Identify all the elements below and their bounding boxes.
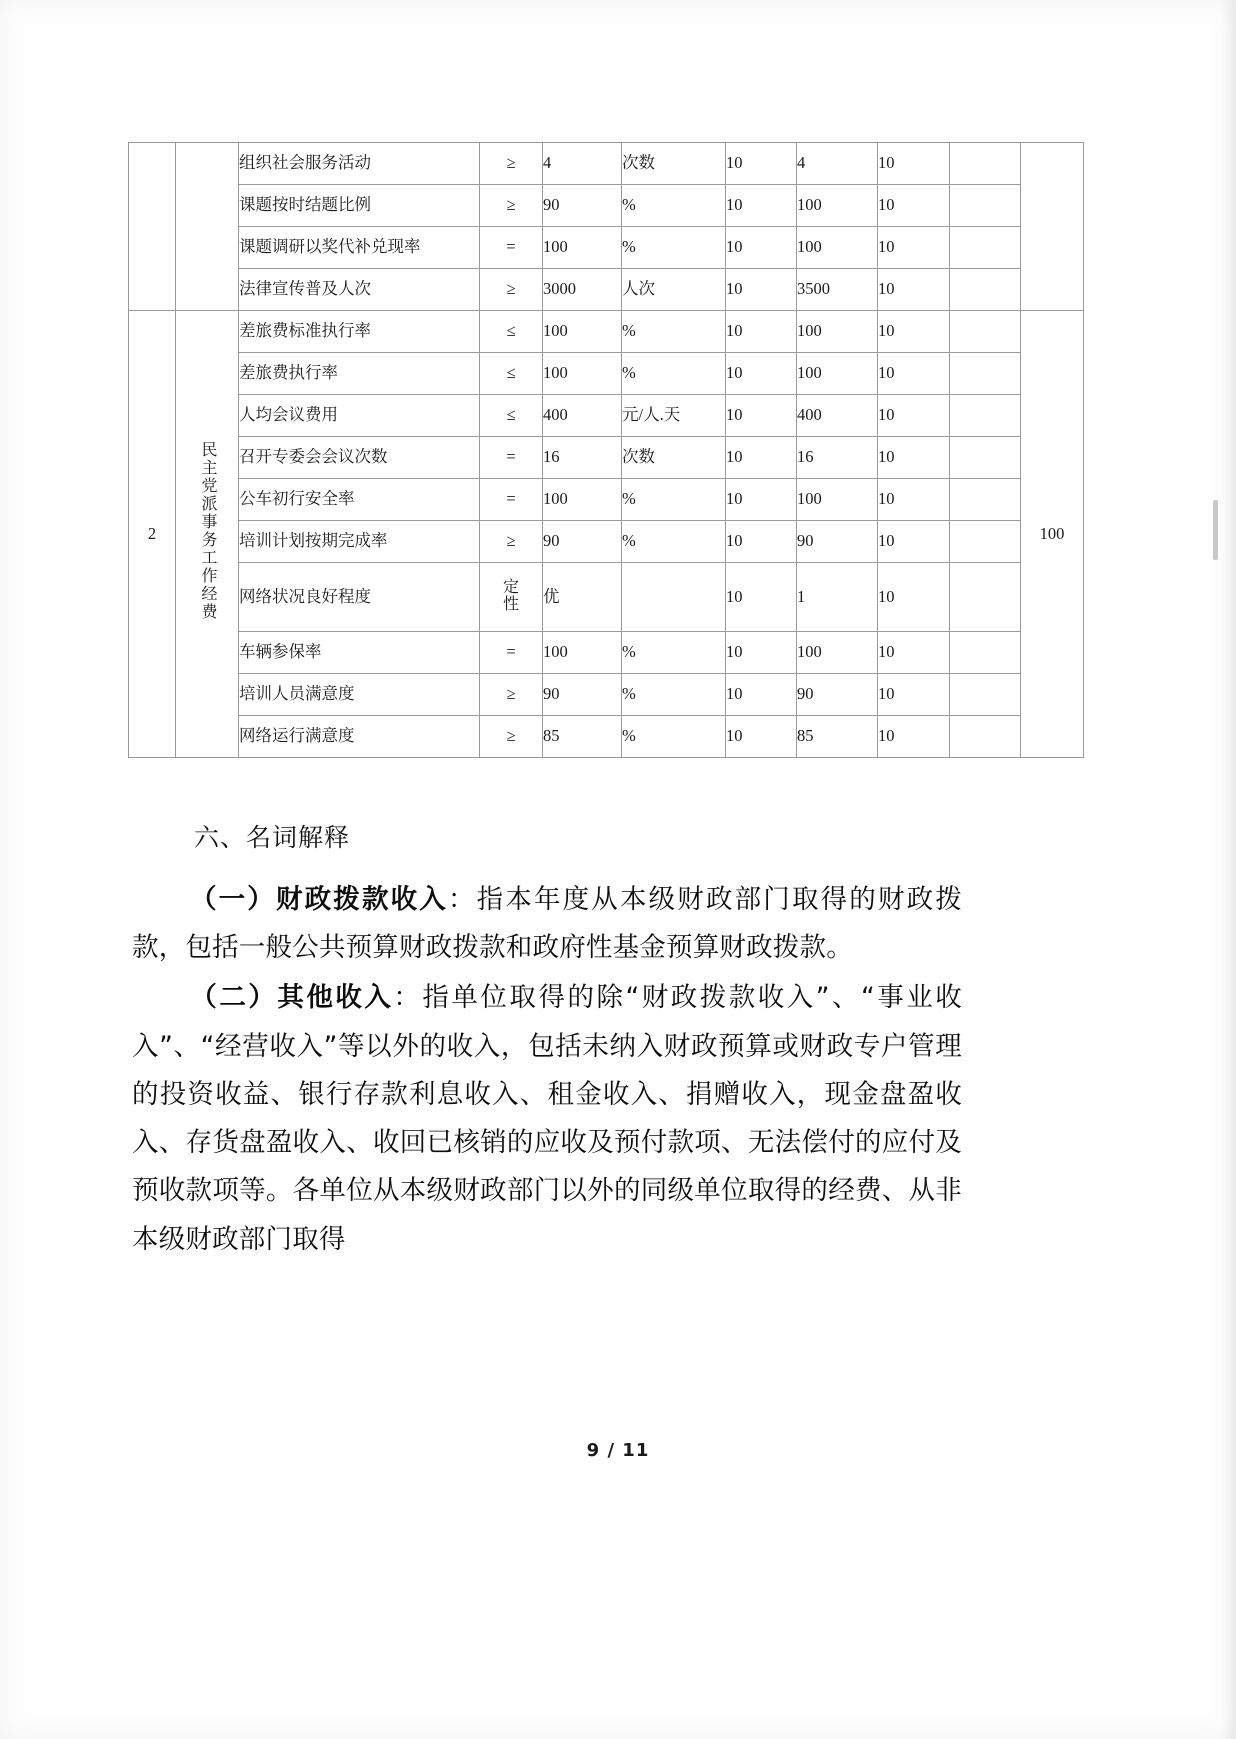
table-row xyxy=(129,395,1084,437)
cell-symbol xyxy=(480,563,543,632)
cell-group-number-bottom: 2 xyxy=(129,311,176,758)
cell-symbol: = xyxy=(480,632,543,674)
page-footer: 9 / 11 xyxy=(586,1440,650,1461)
cell-group-category-bottom xyxy=(176,311,239,758)
cell-symbol: ≤ xyxy=(480,311,543,353)
cell-unit: % xyxy=(622,521,726,563)
cell-got: 10 xyxy=(878,269,950,311)
cell-score: 10 xyxy=(726,143,797,185)
cell-group-category-top xyxy=(176,143,239,311)
cell-actual: 100 xyxy=(797,353,878,395)
term-definition: ：指单位取得的除“财政拨款收入”、“事业收入”、“经营收入”等以外的收入，包括未纳入财政预算或财政专户管理的投资收益、银行存款利息收入、租金收入、捐赠收入，现金盘盈收入、存货盘盈收入、收回已核销的应收及预付款项、无法偿付的应付及预收款项等。各单位从本级财政部门以外的同级单位取得的经费、从非本级财政部门取得 xyxy=(132,982,962,1255)
cell-indicator-name: 网络运行满意度 xyxy=(239,716,480,758)
table-row xyxy=(129,437,1084,479)
cell-indicator-name: 法律宣传普及人次 xyxy=(239,269,480,311)
table-row xyxy=(129,563,1084,632)
cell-indicator-name: 培训人员满意度 xyxy=(239,674,480,716)
term-label: （一）财政拨款收入 xyxy=(188,884,448,915)
cell-blank xyxy=(950,311,1021,353)
cell-actual: 100 xyxy=(797,227,878,269)
group-category-vertical-label: 民主党派事务工作经费 xyxy=(199,441,216,622)
cell-indicator-name: 公车初行安全率 xyxy=(239,479,480,521)
cell-unit: % xyxy=(622,674,726,716)
cell-got: 10 xyxy=(878,521,950,563)
cell-unit: 次数 xyxy=(622,437,726,479)
cell-got: 10 xyxy=(878,716,950,758)
performance-indicator-table-wrapper xyxy=(128,142,1072,758)
cell-unit: % xyxy=(622,632,726,674)
cell-got: 10 xyxy=(878,437,950,479)
cell-got: 10 xyxy=(878,479,950,521)
cell-symbol: = xyxy=(480,437,543,479)
cell-target: 100 xyxy=(543,479,622,521)
cell-target: 4 xyxy=(543,143,622,185)
cell-unit: % xyxy=(622,353,726,395)
cell-score: 10 xyxy=(726,674,797,716)
table-row xyxy=(129,716,1084,758)
cell-score: 10 xyxy=(726,632,797,674)
cell-blank xyxy=(950,479,1021,521)
cell-indicator-name: 培训计划按期完成率 xyxy=(239,521,480,563)
cell-blank xyxy=(950,563,1021,632)
cell-actual: 400 xyxy=(797,395,878,437)
cell-blank xyxy=(950,143,1021,185)
cell-target: 100 xyxy=(543,311,622,353)
table-row xyxy=(129,479,1084,521)
cell-target: 16 xyxy=(543,437,622,479)
cell-got: 10 xyxy=(878,563,950,632)
cell-score: 10 xyxy=(726,563,797,632)
cell-group-total-top xyxy=(1021,143,1084,311)
cell-blank xyxy=(950,437,1021,479)
table-row xyxy=(129,521,1084,563)
table-row xyxy=(129,227,1084,269)
cell-got: 10 xyxy=(878,674,950,716)
table-row xyxy=(129,143,1084,185)
cell-unit: % xyxy=(622,311,726,353)
table-row xyxy=(129,674,1084,716)
cell-indicator-name: 课题调研以奖代补兑现率 xyxy=(239,227,480,269)
cell-got: 10 xyxy=(878,632,950,674)
cell-got: 10 xyxy=(878,395,950,437)
scan-artifact-mark xyxy=(1213,500,1218,560)
cell-symbol: ≥ xyxy=(480,674,543,716)
cell-unit: % xyxy=(622,185,726,227)
paragraph-qita-shouru xyxy=(132,974,962,1263)
cell-symbol: ≤ xyxy=(480,353,543,395)
cell-score: 10 xyxy=(726,521,797,563)
cell-actual: 100 xyxy=(797,311,878,353)
cell-got: 10 xyxy=(878,227,950,269)
cell-actual: 90 xyxy=(797,674,878,716)
cell-actual: 100 xyxy=(797,185,878,227)
term-definition: ：指本年度从本级财政部门取得的财政拨款，包括一般公共预算财政拨款和政府性基金预算财政拨款。 xyxy=(132,884,962,964)
term-label: （二）其他收入 xyxy=(188,982,394,1014)
paragraph-caizheng-bokuan-shouru xyxy=(132,876,962,972)
scan-edge-shading xyxy=(1222,0,1236,1739)
cell-actual: 4 xyxy=(797,143,878,185)
cell-symbol: = xyxy=(480,479,543,521)
cell-got: 10 xyxy=(878,311,950,353)
cell-target: 85 xyxy=(543,716,622,758)
cell-actual: 85 xyxy=(797,716,878,758)
cell-blank xyxy=(950,632,1021,674)
cell-indicator-name: 人均会议费用 xyxy=(239,395,480,437)
cell-blank xyxy=(950,185,1021,227)
cell-blank xyxy=(950,269,1021,311)
cell-got: 10 xyxy=(878,185,950,227)
cell-target: 90 xyxy=(543,185,622,227)
table-row xyxy=(129,311,1084,353)
cell-target: 400 xyxy=(543,395,622,437)
cell-indicator-name: 课题按时结题比例 xyxy=(239,185,480,227)
performance-indicator-table xyxy=(128,142,1084,758)
cell-score: 10 xyxy=(726,395,797,437)
document-body xyxy=(132,818,962,1266)
cell-symbol: ≤ xyxy=(480,395,543,437)
cell-target: 100 xyxy=(543,632,622,674)
cell-unit: % xyxy=(622,227,726,269)
cell-score: 10 xyxy=(726,437,797,479)
cell-blank xyxy=(950,521,1021,563)
cell-target: 90 xyxy=(543,521,622,563)
section-heading: 六、名词解释 xyxy=(194,823,351,852)
cell-blank xyxy=(950,353,1021,395)
cell-unit: % xyxy=(622,479,726,521)
table-row xyxy=(129,185,1084,227)
cell-actual: 100 xyxy=(797,479,878,521)
cell-indicator-name: 差旅费标准执行率 xyxy=(239,311,480,353)
cell-actual: 1 xyxy=(797,563,878,632)
symbol-qualitative-label: 定 性 xyxy=(502,578,519,613)
cell-unit xyxy=(622,563,726,632)
cell-indicator-name: 车辆参保率 xyxy=(239,632,480,674)
cell-group-number-top xyxy=(129,143,176,311)
table-body xyxy=(129,143,1084,758)
cell-got: 10 xyxy=(878,143,950,185)
cell-got: 10 xyxy=(878,353,950,395)
cell-actual: 3500 xyxy=(797,269,878,311)
cell-score: 10 xyxy=(726,479,797,521)
cell-group-total-bottom: 100 xyxy=(1021,311,1084,758)
cell-score: 10 xyxy=(726,227,797,269)
cell-target: 3000 xyxy=(543,269,622,311)
cell-indicator-name: 网络状况良好程度 xyxy=(239,563,480,632)
cell-target: 优 xyxy=(543,563,622,632)
cell-unit: 次数 xyxy=(622,143,726,185)
table-row xyxy=(129,632,1084,674)
cell-blank xyxy=(950,395,1021,437)
cell-score: 10 xyxy=(726,716,797,758)
cell-target: 100 xyxy=(543,227,622,269)
cell-actual: 100 xyxy=(797,632,878,674)
cell-actual: 90 xyxy=(797,521,878,563)
cell-score: 10 xyxy=(726,269,797,311)
cell-actual: 16 xyxy=(797,437,878,479)
cell-score: 10 xyxy=(726,311,797,353)
cell-blank xyxy=(950,674,1021,716)
cell-unit: 人次 xyxy=(622,269,726,311)
cell-target: 90 xyxy=(543,674,622,716)
cell-score: 10 xyxy=(726,353,797,395)
cell-blank xyxy=(950,716,1021,758)
cell-symbol: ≥ xyxy=(480,716,543,758)
cell-blank xyxy=(950,227,1021,269)
table-row xyxy=(129,353,1084,395)
cell-symbol: = xyxy=(480,227,543,269)
cell-indicator-name: 组织社会服务活动 xyxy=(239,143,480,185)
table-row xyxy=(129,269,1084,311)
cell-unit: % xyxy=(622,716,726,758)
cell-target: 100 xyxy=(543,353,622,395)
cell-unit: 元/人.天 xyxy=(622,395,726,437)
cell-symbol: ≥ xyxy=(480,143,543,185)
cell-symbol: ≥ xyxy=(480,521,543,563)
cell-score: 10 xyxy=(726,185,797,227)
cell-indicator-name: 召开专委会会议次数 xyxy=(239,437,480,479)
cell-indicator-name: 差旅费执行率 xyxy=(239,353,480,395)
cell-symbol: ≥ xyxy=(480,185,543,227)
cell-symbol: ≥ xyxy=(480,269,543,311)
